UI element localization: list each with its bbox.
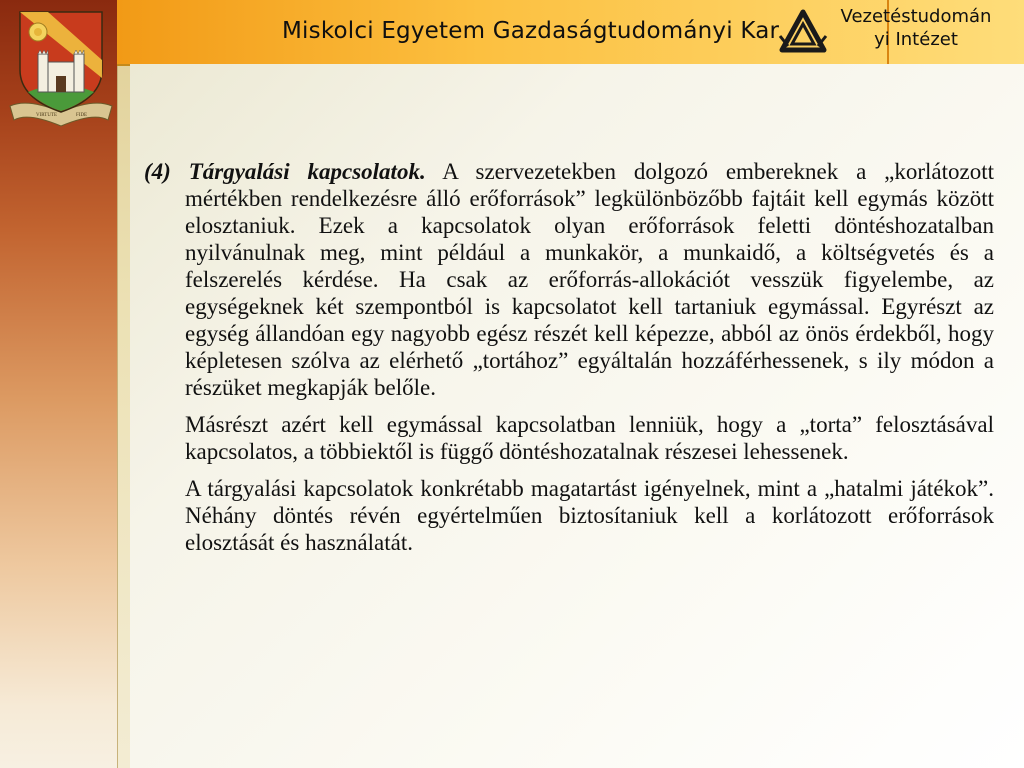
paragraph-1 — [144, 158, 994, 401]
sidebar-stripe — [117, 0, 131, 768]
institute-name-line2: yi Intézet — [874, 29, 958, 50]
crest-banner-right: FIDE — [76, 113, 88, 118]
paragraph-3: A tárgyalási kapcsolatok konkrétabb magatartást igényelnek, mint a „hatalmi játékok”. Néhány döntés révén egyértelműen biztosítaniuk kell a korlátozott erőforrások elosztását és használatát. — [185, 476, 994, 555]
paragraph-1-text: A szervezetekben dolgozó embereknek a „korlátozott mértékben rendelkezésre álló erőforrások” legkülönbözőbb fajtáit kell egymás között elosztaniuk. Ezek a kapcsolatok olyan erőforrások feletti döntéshozatalban nyilvánulnak meg, mint például a munkakör, a munkaidő, a költségvetés és a felszerelés kérdése. Ha csak az erőforrás-allokációt vesszük figyelembe, az egységeknek két szempontból is kapcsolatot kell tartaniuk egymással. Egyrészt az egység állandóan egy nagyobb egész részét kell képezze, abból az önös érdekből, hogy képletesen szólva az elérhető „tortához” egyáltalán hozzáférhessenek, s ily módon a részüket megkapják belőle. — [185, 159, 994, 400]
institute-name — [808, 5, 1024, 51]
paragraph-2: Másrészt azért kell egymással kapcsolatban lenniük, hogy a „torta” felosztásával kapcsolatos, a többiektől is függő döntéshozatalnak részesei lehessenek. — [185, 412, 994, 464]
header-title: Miskolci Egyetem Gazdaságtudományi Kar — [282, 18, 780, 44]
paragraph-1-heading: (4) Tárgyalási kapcsolatok. — [144, 159, 426, 184]
crest-banner-left: VIRTUTE — [36, 113, 58, 118]
institute-name-line1: Vezetéstudomán — [840, 6, 992, 27]
university-crest-icon — [8, 8, 114, 134]
slide-body — [144, 158, 994, 566]
